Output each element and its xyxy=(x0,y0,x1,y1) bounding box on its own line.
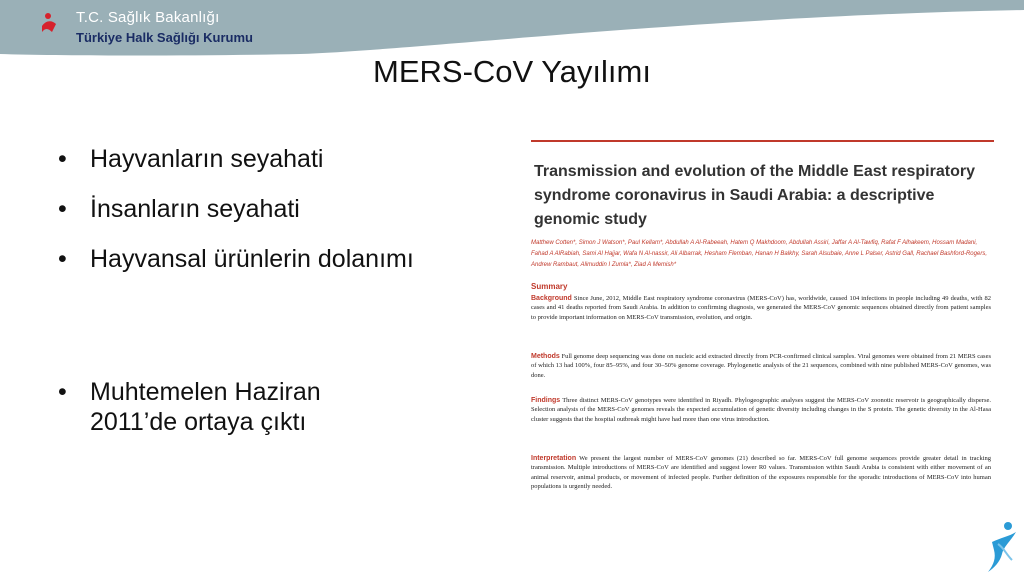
paper-excerpt xyxy=(531,140,994,516)
org-title: T.C. Sağlık Bakanlığı xyxy=(76,9,220,26)
section-label: Methods xyxy=(531,353,560,360)
decorative-figure-icon xyxy=(984,520,1020,574)
summary-heading: Summary xyxy=(531,282,568,291)
summary-findings xyxy=(531,396,991,424)
summary-methods xyxy=(531,352,991,380)
section-text: Full genome deep sequencing was done on nucleic acid extracted directly from PCR-confirmed clinical samples. Viral genomes were obtained from 21 MERS cases of which 13 had 100%, four 85–95%, and four 30–50% genome coverage. Phylogenetic analysis of the 21 sequences, combined with nine published MERS-CoV genomes, was done. xyxy=(531,353,991,379)
bullet-item: • Hayvanların seyahati xyxy=(58,144,508,174)
summary-interpretation xyxy=(531,454,991,492)
ministry-logo-icon xyxy=(26,2,74,50)
section-label: Background xyxy=(531,295,572,302)
slide-title: MERS-CoV Yayılımı xyxy=(373,54,651,89)
bullet-list xyxy=(58,144,508,457)
org-subtitle: Türkiye Halk Sağlığı Kurumu xyxy=(76,30,253,45)
section-label: Interpretation xyxy=(531,455,577,462)
section-label: Findings xyxy=(531,397,561,404)
paper-divider xyxy=(531,140,994,142)
bullet-item: • İnsanların seyahati xyxy=(58,194,508,224)
paper-title: Transmission and evolution of the Middle East respiratory syndrome coronavirus in Saudi Arabia: a descriptive genomic study xyxy=(534,163,975,228)
section-text: We present the largest number of MERS-CoV genomes (21) described so far. MERS-CoV full genome sequences provide greater detail in tracking transmission. Multiple introductions of MERS-CoV are identified and suggest lower R0 values. Transmission within Saudi Arabia is consistent with either movement of an animal reservoir, animal products, or movement of infected people. Further definition of the exposures responsible for the sporadic introductions of MERS-CoV into human populations is urgently needed. xyxy=(531,455,992,491)
bullet-item: • Hayvansal ürünlerin dolanımı xyxy=(58,244,508,274)
bullet-item: • Muhtemelen Haziran 2011’de ortaya çıktı xyxy=(58,377,378,437)
summary-background xyxy=(531,294,991,322)
paper-authors: Matthew Cotten*, Simon J Watson*, Paul Kellam*, Abdullah A Al-Rabeeah, Hatem Q Makhdoom, Abdullah Assiri, Jaffar A Al-Tawfiq, Rafat F Alhakeem, Hossam Madani, Fahad A AlRabiah, Sami Al Hajjar, Wafa N Al-nassir, Ali Albarrak, Hesham Flemban, Hanan H Balkhy, Sarah Alsubaie, Anne L Palser, Astrid Gall, Rachael Bashford-Rogers, Andrew Rambaut, Alimuddin I Zumla*, Ziad A Memish* xyxy=(531,240,987,268)
section-text: Since June, 2012, Middle East respiratory syndrome coronavirus (MERS-CoV) has, worldwide, caused 104 infections in people including 49 deaths, with 82 cases and 41 deaths reported from Saudi Arabia. In addition to confirming diagnosis, we generated the MERS-CoV genomic sequences obtained directly from patient samples to provide important information on MERS-CoV transmission, evolution, and origin. xyxy=(531,295,992,321)
section-text: Three distinct MERS-CoV genotypes were identified in Riyadh. Phylogeographic analyses suggest the MERS-CoV zoonotic reservoir is geographically disperse. Selection analysis of the MERS-CoV genomes reveals the expected accumulation of genetic diversity including changes in the S protein. The genetic diversity in the Al-Hasa cluster suggests that the hospital outbreak might have had more than one virus introduction. xyxy=(531,397,991,423)
